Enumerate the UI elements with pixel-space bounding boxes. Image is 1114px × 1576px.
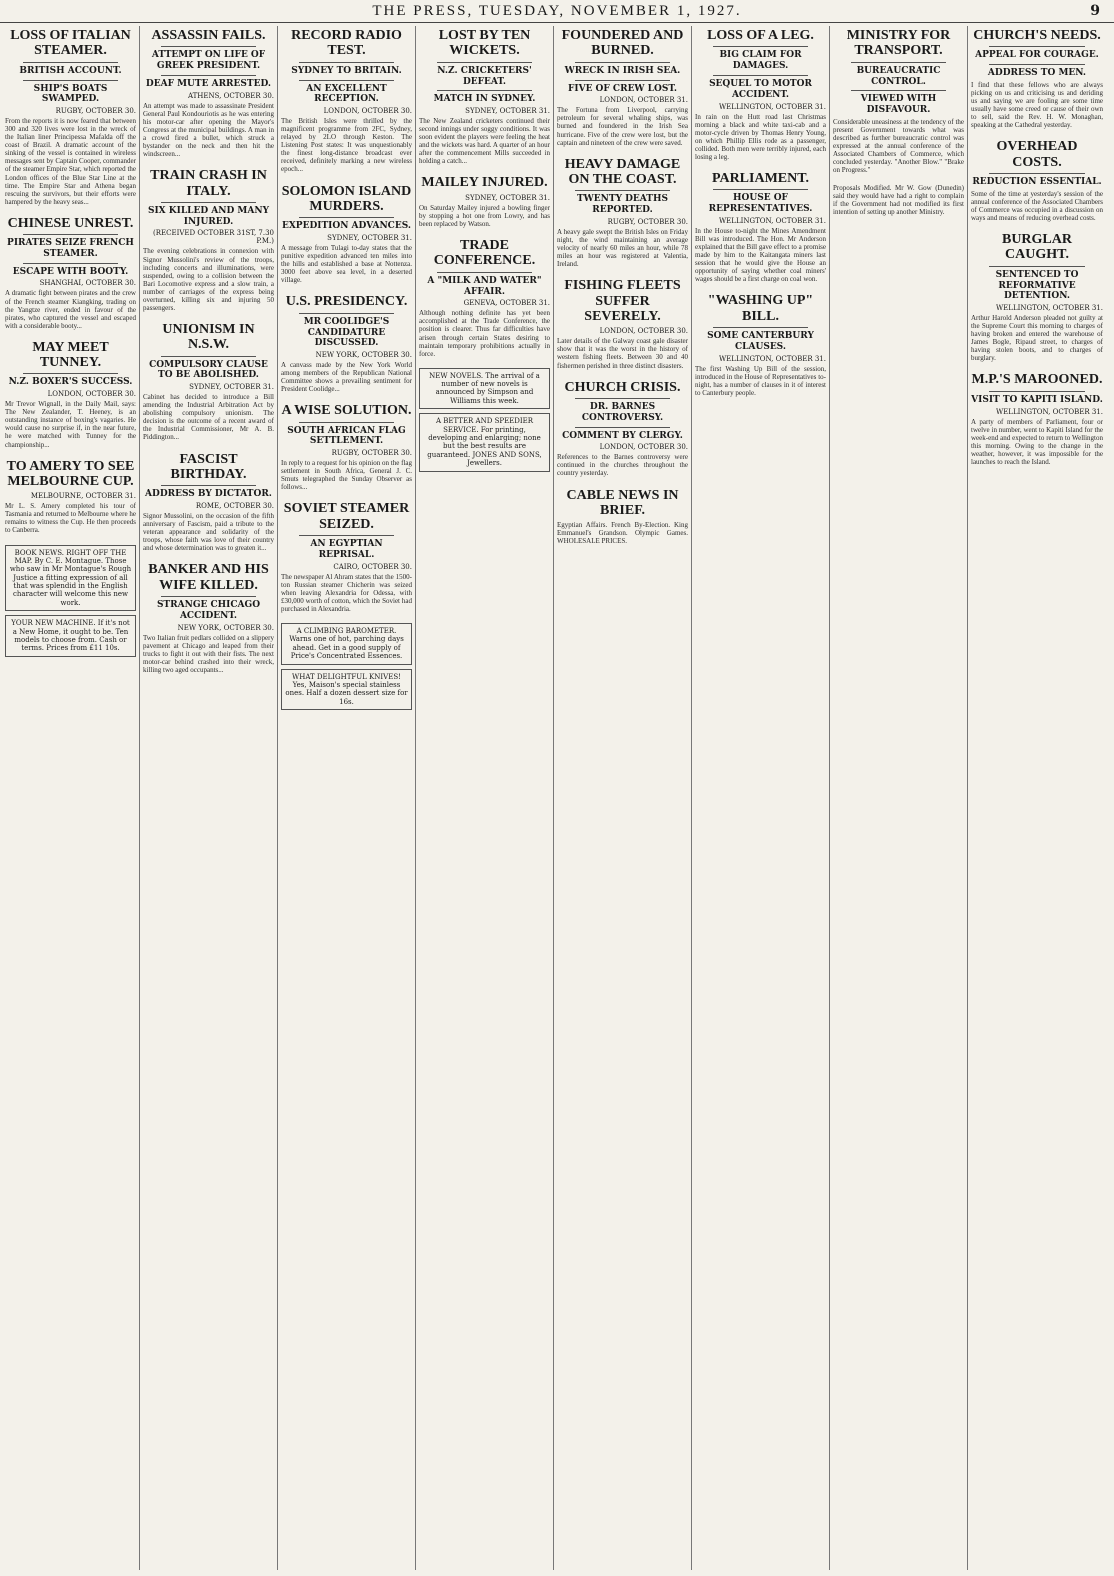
divider — [161, 202, 256, 203]
article-headline: OVERHEAD COSTS. — [996, 139, 1078, 170]
divider — [161, 75, 256, 76]
article — [695, 171, 826, 283]
advertisement: NEW NOVELS. The arrival of a number of new novels is announced by Simpson and Williams this week. — [419, 368, 550, 410]
article-body: A dramatic fight between pirates and the crew of the French steamer Kiangking, trading on the Yangtze river, ended in favour of the pirates, who captured the vessel and escaped with a considerable booty... — [5, 289, 136, 330]
article-subheading: HOUSE OF REPRESENTATIVES. — [708, 193, 813, 215]
divider — [437, 272, 532, 273]
divider — [299, 217, 394, 218]
article-dateline: LONDON, OCTOBER 30. — [599, 327, 688, 336]
divider — [23, 234, 118, 235]
column-8 — [968, 26, 1106, 1570]
article-headline: CABLE NEWS IN BRIEF. — [566, 487, 679, 518]
article-body: The evening celebrations in connexion with Signor Mussolini's review of the troops, including concerts and illuminations, were suspended, owing to a collision between the Bari Locomotive express and a slow train, a number of carriages of the express being overturned, killing six and injuring 50 passengers. — [143, 247, 274, 312]
column-5 — [554, 26, 692, 1570]
column-7 — [830, 26, 968, 1570]
article — [419, 28, 550, 165]
article-dateline: RUGBY, OCTOBER 30. — [607, 217, 688, 226]
article-body: The first Washing Up Bill of the session, introduced in the House of Representatives to-night, has a number of clauses in it of interest to Canterbury people. — [695, 364, 826, 397]
divider — [989, 46, 1085, 47]
article-headline: ASSASSIN FAILS. — [151, 28, 266, 43]
article-dateline: GENEVA, OCTOBER 31. — [463, 299, 550, 308]
divider — [713, 327, 808, 328]
article-subheading: SIX KILLED AND MANY INJURED. — [147, 205, 270, 227]
divider — [575, 62, 670, 63]
divider — [299, 535, 394, 536]
divider — [575, 427, 670, 428]
article-dateline: MELBOURNE, OCTOBER 31. — [30, 492, 136, 501]
article-subheading: STRANGE CHICAGO ACCIDENT. — [156, 600, 261, 621]
article-headline: FOUNDERED AND BURNED. — [561, 28, 684, 59]
divider — [299, 313, 394, 314]
article — [281, 501, 412, 613]
column-4 — [416, 26, 554, 1570]
article-body: Cabinet has decided to introduce a Bill amending the Industrial Arbitration Act by abolishing compulsory unionism. The decision is the outcome of a recent award of the Industrial Commissioner, Mr A. B. Piddington... — [143, 393, 274, 442]
article-subheading: DEAF MUTE ARRESTED. — [145, 78, 272, 89]
article-dateline: SHANGHAI, OCTOBER 30. — [39, 279, 136, 288]
article-subheading: SENTENCED TO REFORMATIVE DETENTION. — [995, 269, 1079, 302]
article-headline: CHINESE UNREST. — [7, 215, 134, 231]
article-body: A message from Tulagi to-day states that the punitive expedition advanced ten miles into the hills and established a base at Nottenza. 3000 feet above sea level, in a deserted village. — [281, 244, 412, 285]
divider — [989, 266, 1085, 267]
article-dateline: NEW YORK, OCTOBER 30. — [315, 351, 412, 360]
masthead-title: THE PRESS, TUESDAY, NOVEMBER 1, 1927. — [372, 3, 742, 19]
article-subheading: VISIT TO KAPITI ISLAND. — [971, 394, 1103, 405]
divider — [437, 90, 532, 91]
article-subheading: REDUCTION ESSENTIAL. — [972, 177, 1102, 188]
masthead — [0, 0, 1114, 23]
article-subheading: ADDRESS BY DICTATOR. — [145, 489, 272, 500]
article-subheading: ADDRESS TO MEN. — [987, 68, 1087, 79]
article-subheading: ESCAPE WITH BOOTY. — [12, 266, 129, 277]
article-headline: FISHING FLEETS SUFFER SEVERELY. — [564, 278, 681, 324]
divider — [161, 596, 256, 597]
article-dateline: (RECEIVED OCTOBER 31ST, 7.30 P.M.) — [153, 229, 274, 246]
divider — [23, 80, 118, 81]
article — [557, 380, 688, 478]
article-subheading: SOUTH AFRICAN FLAG SETTLEMENT. — [287, 425, 406, 447]
article — [143, 168, 274, 312]
article-body: In rain on the Hutt road last Christmas morning a black and white taxi-cab and a motor-cycle driven by Thomas Henry Young, on which Phillip Ellis rode as a passenger, collided. Both men were terribly injured, each losing a leg. — [695, 112, 826, 161]
article-headline: SOLOMON ISLAND MURDERS. — [281, 183, 412, 214]
article-body: A heavy gale swept the British Isles on Friday night, the wind maintaining an average velocity of nearly 60 miles an hour, while 78 miles an hour was registered at Valentia, Ireland. — [557, 227, 688, 269]
article-subheading: MATCH IN SYDNEY. — [433, 94, 536, 105]
article — [971, 139, 1103, 222]
divider — [23, 373, 118, 374]
article-dateline: LONDON, OCTOBER 30. — [47, 390, 136, 399]
divider — [989, 64, 1085, 65]
article-subheading: BUREAUCRATIC CONTROL. — [856, 65, 941, 87]
article-headline: PARLIAMENT. — [711, 170, 810, 186]
article-headline: UNIONISM IN N.S.W. — [162, 321, 255, 353]
article-dateline: NEW YORK, OCTOBER 30. — [177, 623, 274, 632]
article-body: Some of the time at yesterday's session of the annual conference of the Associated Chambers of Commerce was occupied in a discussion on ways and means of reducing overhead costs. — [971, 189, 1103, 222]
article-body: Considerable uneasiness at the tendency of the present Government towards what was described as further bureaucratic control was expressed at the annual conference of the Associated Chambers of Commerce, which concluded yesterday. "Another Blow." "Brake on Progress." — [833, 117, 964, 175]
article-dateline: WELLINGTON, OCTOBER 31. — [718, 102, 826, 111]
article-headline: MAILEY INJURED. — [421, 175, 548, 191]
article-dateline: ROME, OCTOBER 30. — [195, 502, 274, 511]
divider — [161, 356, 256, 357]
divider — [575, 398, 670, 399]
article-dateline: WELLINGTON, OCTOBER 31. — [718, 354, 826, 363]
article-dateline: SYDNEY, OCTOBER 31. — [465, 193, 550, 202]
columns — [2, 26, 1110, 1570]
divider — [23, 62, 118, 63]
article-headline: CHURCH'S NEEDS. — [973, 28, 1101, 43]
advertisement: A CLIMBING BAROMETER. Warns one of hot, parching days ahead. Get in a good supply of Price's Concentrated Essences. — [281, 623, 412, 665]
article — [557, 278, 688, 369]
article — [557, 488, 688, 546]
divider — [851, 90, 946, 91]
article-body: An attempt was made to assassinate President General Paul Kondouriotis as he was entering his motor-car after opening the Mayor's Congress at the municipal buildings. A man in a crowd fired a bullet, which struck a bystander on the neck and then hit the windscreen... — [143, 101, 274, 159]
article-dateline: LONDON, OCTOBER 31. — [599, 96, 688, 105]
article-dateline: LONDON, OCTOBER 30. — [323, 107, 412, 116]
article — [971, 28, 1103, 129]
article-dateline: LONDON, OCTOBER 30. — [599, 443, 688, 452]
article-subheading: N.Z. BOXER'S SUCCESS. — [8, 377, 133, 388]
article-dateline: WELLINGTON, OCTOBER 31. — [718, 216, 826, 225]
article-headline: LOSS OF ITALIAN STEAMER. — [10, 28, 131, 59]
article — [971, 232, 1103, 362]
divider — [23, 263, 118, 264]
article-dateline: RUGBY, OCTOBER 30. — [331, 449, 412, 458]
advertisement: WHAT DELIGHTFUL KNIVES! Yes, Maison's special stainless ones. Half a dozen dessert size for 16s. — [281, 669, 412, 711]
article-headline: HEAVY DAMAGE ON THE COAST. — [564, 156, 681, 187]
article-headline: FASCIST BIRTHDAY. — [170, 451, 247, 482]
article — [5, 459, 136, 535]
article-body: Later details of the Galway coast gale disaster show that it was the worst in the history of western fishing fleets. Between 30 and 40 fishermen perished in three distinct disasters. — [557, 337, 688, 370]
article-subheading: ATTEMPT ON LIFE OF GREEK PRESIDENT. — [151, 50, 266, 72]
article-body: From the reports it is now feared that between 300 and 320 lives were lost in the wreck of the Italian liner Principessa Mafalda off the coast of Brazil. A dramatic account of the sinking of the vessel is contained in wireless messages sent by Captain Cooper, commander of the steamer Empire Star, which reported the London offices of the Blue Star Line at the time. The Empire Star and Athena began rescuing the survivors, but their efforts were hampered by the heavy seas... — [5, 117, 136, 206]
article — [143, 322, 274, 442]
article — [971, 372, 1103, 465]
article-dateline: RUGBY, OCTOBER 30. — [55, 107, 136, 116]
article-headline: TRADE CONFERENCE. — [433, 237, 536, 269]
article-subheading: BRITISH ACCOUNT. — [19, 65, 122, 76]
divider — [299, 62, 394, 63]
article-headline: LOST BY TEN WICKETS. — [438, 28, 531, 59]
article-body: Although nothing definite has yet been accomplished at the Trade Conference, the position is clearer. Thus far difficulties have arisen through certain States desiring to maintain temporary prohibitions actually in force. — [419, 309, 550, 358]
divider — [989, 173, 1085, 174]
divider — [575, 80, 670, 81]
divider — [437, 62, 532, 63]
article-subheading: SYDNEY TO BRITAIN. — [291, 65, 402, 76]
divider — [713, 46, 808, 47]
article-headline: MINISTRY FOR TRANSPORT. — [846, 28, 951, 59]
column-2 — [140, 26, 278, 1570]
divider — [161, 485, 256, 486]
article-dateline: WELLINGTON, OCTOBER 31. — [995, 304, 1103, 313]
divider — [851, 62, 946, 63]
article-headline: LOSS OF A LEG. — [707, 28, 814, 43]
article-dateline: SYDNEY, OCTOBER 31. — [189, 383, 274, 392]
article — [5, 216, 136, 330]
advertisement: BOOK NEWS. RIGHT OFF THE MAP. By C. E. Montague. Those who saw in Mr Montague's Rough Justice a fitting expression of all that was splendid in the English character will welcome this new work. — [5, 545, 136, 612]
article-body: Signor Mussolini, on the occasion of the fifth anniversary of Fascism, paid a tribute to the veteran appearance and solidarity of the troops, whose faith was love of their country and whose determination was to greaten it... — [143, 512, 274, 553]
article-headline: RECORD RADIO TEST. — [291, 28, 402, 59]
page-number: 9 — [1090, 3, 1100, 19]
article-headline: MAY MEET TUNNEY. — [32, 339, 109, 371]
divider — [713, 75, 808, 76]
divider — [299, 80, 394, 81]
article-subheading: EXPEDITION ADVANCES. — [281, 221, 412, 232]
article-body: References to the Barnes controversy were continued in the churches throughout the country yesterday. — [557, 453, 688, 478]
article-subheading: COMPULSORY CLAUSE TO BE ABOLISHED. — [149, 359, 268, 381]
article-headline: BURGLAR CAUGHT. — [1001, 232, 1072, 263]
article-dateline: CAIRO, OCTOBER 30. — [333, 562, 412, 571]
article-headline: M.P.'S MAROONED. — [971, 372, 1103, 388]
article — [833, 28, 964, 174]
divider — [299, 422, 394, 423]
article-subheading: AN EXCELLENT RECEPTION. — [306, 83, 387, 105]
article — [281, 184, 412, 285]
column-6 — [692, 26, 830, 1570]
article-body: Arthur Harold Anderson pleaded not guilty at the Supreme Court this morning to charges of having broken and entered the warehouse of James Bogle, Ripaud street, to charges of having stolen boots, and to charges of burglary. — [971, 314, 1103, 363]
article-dateline: ATHENS, OCTOBER 30. — [187, 91, 274, 100]
article — [5, 340, 136, 449]
article-body: In the House to-night the Mines Amendment Bill was introduced. The Hon. Mr Anderson explained that the Bill gave effect to a promise made by him to the Kaitangata miners last session that he would give the House an opportunity of saying whether coal miners' wages should be a first charge on coal won. — [695, 226, 826, 284]
divider — [713, 189, 808, 190]
article-subheading: PIRATES SEIZE FRENCH STEAMER. — [7, 238, 134, 259]
article-headline: TRAIN CRASH IN ITALY. — [150, 168, 267, 199]
article-subheading: BIG CLAIM FOR DAMAGES. — [719, 50, 802, 72]
article-subheading: N.Z. CRICKETERS' DEFEAT. — [437, 65, 532, 87]
article-body: Egyptian Affairs. French By-Election. King Emmanuel's Grandson. Olympic Games. WHOLESALE PRICES. — [557, 521, 688, 546]
article-body: In reply to a request for his opinion on the flag settlement in South Africa, General J. C. Smuts telegraphed the Sunday Observer as follows... — [281, 459, 412, 492]
article — [143, 452, 274, 553]
article-headline: A WISE SOLUTION. — [281, 403, 412, 419]
divider — [989, 391, 1085, 392]
article-headline: U.S. PRESIDENCY. — [285, 294, 408, 310]
divider — [575, 190, 670, 191]
article — [833, 184, 964, 216]
article-headline: TO AMERY TO SEE MELBOURNE CUP. — [6, 458, 135, 489]
article-body: The newspaper Al Ahram states that the 1500-ton Russian steamer Chicherin was seized when leaving Alexandria for Odessa, with £30,000 worth of cotton, which the Soviet had purchased in Alexandria. — [281, 572, 412, 614]
article-subheading: VIEWED WITH DISFAVOUR. — [860, 94, 937, 116]
article-subheading: APPEAL FOR COURAGE. — [975, 50, 1099, 61]
advertisement: YOUR NEW MACHINE. If it's not a New Home, it ought to be. Ten models to choose from. Cash or terms. Prices from £11 10s. — [5, 615, 136, 657]
article — [419, 238, 550, 358]
article-body: The Fortuna from Liverpool, carrying petroleum for several whaling ships, was burned and foundered in the Irish Sea hurricane. Five of the crew were lost, but the captain and nineteen of the crew were saved. — [557, 106, 688, 147]
article — [419, 175, 550, 228]
article-subheading: FIVE OF CREW LOST. — [567, 83, 678, 94]
article-body: Mr L. S. Amery completed his tour of Tasmania and returned to Melbourne where he remains to witness the Cup. He then proceeds to Canberra. — [5, 502, 136, 535]
article — [281, 294, 412, 393]
column-1 — [2, 26, 140, 1570]
article — [557, 28, 688, 147]
article — [143, 562, 274, 674]
article-dateline: WELLINGTON, OCTOBER 31. — [995, 407, 1103, 416]
article-subheading: SEQUEL TO MOTOR ACCIDENT. — [709, 78, 812, 100]
article — [5, 28, 136, 206]
article-headline: BANKER AND HIS WIFE KILLED. — [148, 562, 269, 593]
article-body: The New Zealand cricketers continued their second innings under soggy conditions. It was soon evident the players were feeling the heat and the wickets was hard. A quarter of an hour after the commencement Mills succeeded in holding a catch... — [419, 117, 550, 166]
article-subheading: COMMENT BY CLERGY. — [562, 430, 683, 441]
article-subheading: A "MILK AND WATER" AFFAIR. — [427, 275, 542, 297]
article-subheading: AN EGYPTIAN REPRISAL. — [310, 539, 383, 561]
article-body: On Saturday Mailey injured a bowling finger by stopping a hot one from Lowry, and has been replaced by Watson. — [419, 203, 550, 228]
article-subheading: SHIP'S BOATS SWAMPED. — [33, 83, 108, 105]
article-headline: CHURCH CRISIS. — [564, 379, 681, 395]
article-body: The British Isles were thrilled by the magnificent programme from 2FC, Sydney, relayed by 2LO through Keston. The Listening Post states: It was unquestionably the finest long-distance broadcast ever received, definitely marking a new wireless epoch... — [281, 117, 412, 174]
article-body: Proposals Modified. Mr W. Gow (Dunedin) said they would have had a right to complain if the Government had not modified its first intention of setting up another Ministry. — [833, 184, 964, 217]
article-dateline: SYDNEY, OCTOBER 31. — [327, 234, 412, 243]
advertisement: A BETTER AND SPEEDIER SERVICE. For printing, developing and enlarging; none but the best results are guaranteed. JONES AND SONS, Jewellers. — [419, 413, 550, 471]
article-subheading: SOME CANTERBURY CLAUSES. — [707, 330, 814, 352]
article-headline: SOVIET STEAMER SEIZED. — [283, 501, 410, 532]
article-subheading: TWENTY DEATHS REPORTED. — [576, 194, 668, 216]
divider — [161, 46, 256, 47]
article — [281, 28, 412, 174]
article — [143, 28, 274, 158]
article-body: I find that these fellows who are always picking on us and criticising us and deriding us and saying we are fooling are some time usually have some creed or cause of their own to sell, said the Rev. H. W. Monaghan, speaking at the Cathedral yesterday. — [971, 80, 1103, 130]
article-subheading: WRECK IN IRISH SEA. — [564, 65, 681, 76]
column-3 — [278, 26, 416, 1570]
article-subheading: DR. BARNES CONTROVERSY. — [581, 401, 664, 423]
article — [281, 403, 412, 491]
article — [695, 28, 826, 161]
article-body: A party of members of Parliament, four or twelve in number, went to Kapiti Island for the week-end and expected to return to Wellington this morning. Owing to the change in the weather, however, it was impossible for the launches to reach the Island. — [971, 417, 1103, 466]
article-body: Two Italian fruit pedlars collided on a slippery pavement at Chicago and leaped from their trucks to fight it out with their fists. The next motor-car behind crashed into their wreck, killing two aged occupants... — [143, 633, 274, 674]
article-headline: "WASHING UP" BILL. — [707, 293, 814, 324]
article-subheading: MR COOLIDGE'S CANDIDATURE DISCUSSED. — [303, 316, 390, 349]
article — [695, 293, 826, 397]
article-body: Mr Trevor Wignall, in the Daily Mail, says: The New Zealander, T. Heeney, is an outstanding instance of boxing's vagaries. He would cause no surprise if, in the near future, he were matched with Tunney for the championship... — [5, 400, 136, 449]
article-dateline: SYDNEY, OCTOBER 31. — [465, 107, 550, 116]
article — [557, 157, 688, 269]
article-body: A canvass made by the New York World among members of the Republican National Committee shows a prevailing sentiment for President Coolidge... — [281, 361, 412, 394]
